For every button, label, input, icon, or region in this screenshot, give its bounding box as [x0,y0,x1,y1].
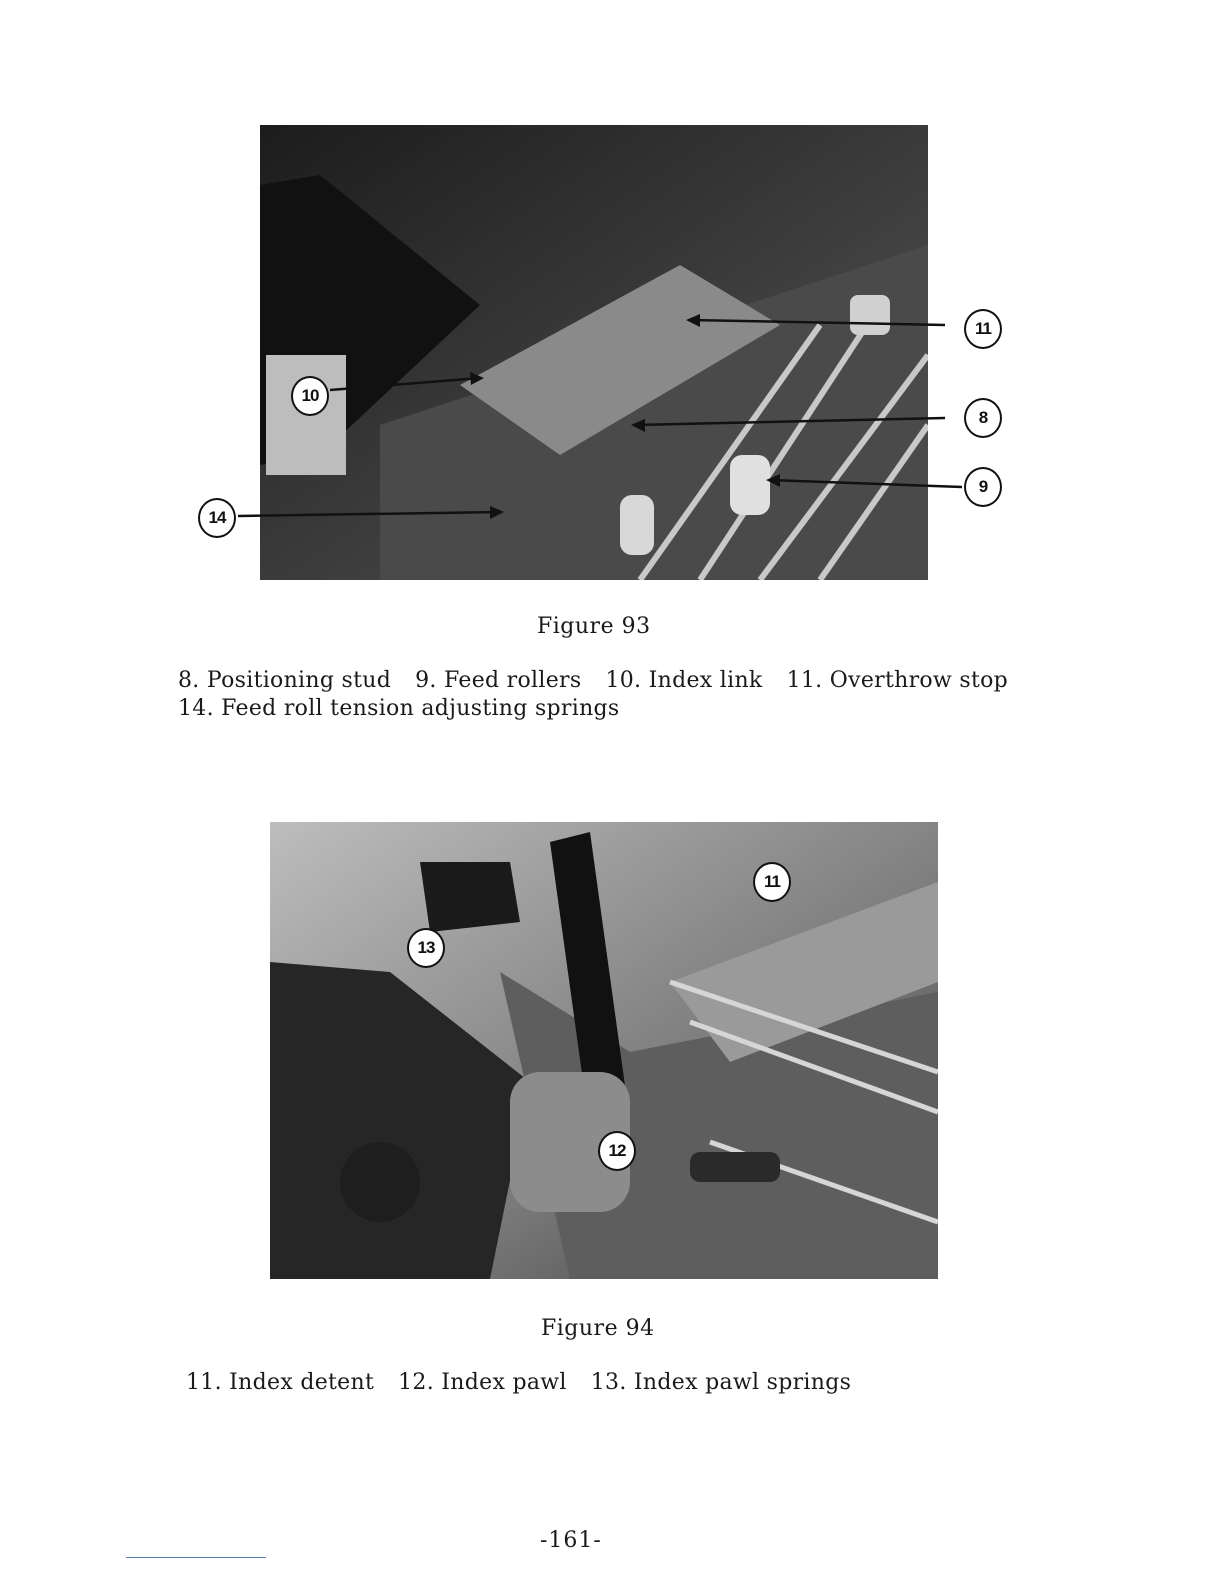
figure-94-photo [270,822,938,1279]
figure-93-callout-9: 9 [964,467,1002,507]
legend-item: 8. Positioning stud [178,668,392,693]
legend-item: 11. Overthrow stop [786,668,1009,693]
figure-94-callout-13: 13 [407,928,445,968]
figure-94-callout-12: 12 [598,1131,636,1171]
page-number: -161- [540,1528,602,1553]
figure-93-legend-line-2: 14. Feed roll tension adjusting springs [178,696,620,721]
legend-item: 12. Index pawl [398,1370,567,1395]
figure-93-callout-14: 14 [198,498,236,538]
figure-94-caption: Figure 94 [541,1316,655,1341]
legend-item: 13. Index pawl springs [590,1370,852,1395]
figure-93-photo [260,125,928,580]
legend-item: 11. Index detent [186,1370,375,1395]
figure-93-caption: Figure 93 [537,614,651,639]
figure-93-legend-line-1 [178,668,1032,693]
legend-item: 10. Index link [605,668,763,693]
figure-94-legend [186,1370,875,1395]
figure-93-callout-10: 10 [291,376,329,416]
figure-93-callout-8: 8 [964,398,1002,438]
figure-94-callout-11: 11 [753,862,791,902]
figure-93-callout-11: 11 [964,309,1002,349]
legend-item: 9. Feed rollers [415,668,582,693]
footer-rule [126,1557,266,1558]
